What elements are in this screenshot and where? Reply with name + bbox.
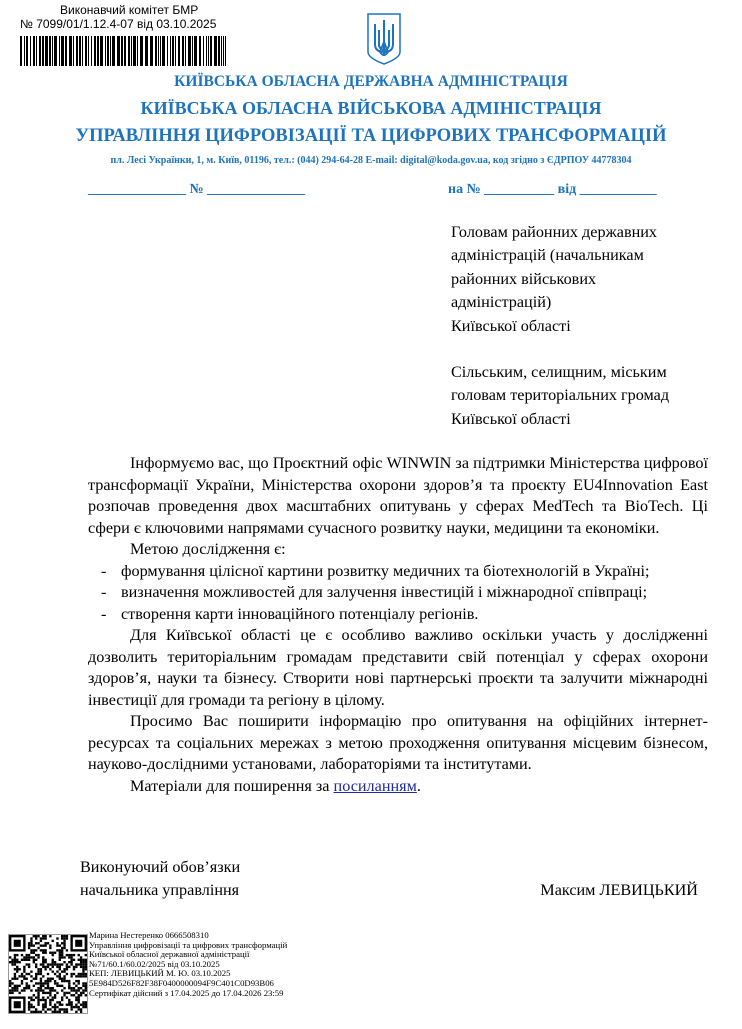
barcode-bar (172, 36, 174, 66)
barcode-bar (128, 36, 130, 66)
barcode-bar (26, 36, 28, 66)
barcode-bar (85, 36, 87, 66)
outgoing-number-field: ______________ № ______________ (88, 182, 306, 197)
barcode-bar (121, 36, 123, 66)
goal-list (88, 561, 708, 626)
barcode-bar (158, 36, 159, 66)
digital-signature-stamp (89, 931, 287, 998)
barcode-bar (162, 36, 165, 66)
barcode-bar (76, 36, 78, 66)
list-item: - створення карти інноваційного потенціалу регіонів. (88, 604, 708, 626)
paragraph-intro: Інформуємо вас, що Проєктний офіс WINWIN за підтримки Міністерства цифрової трансформації України, Міністерства охорони здоров’я та проєкту EU4Innovation East розпочав проведення двох масштабних опитувань у сферах MedTech та BioTech. Ці сфери є ключовими напрямами сучасного розвитку науки, медицини та економіки. (88, 454, 708, 537)
signer-name: Максим ЛЕВИЦЬКИЙ (540, 881, 698, 899)
barcode-bar (131, 36, 132, 66)
list-item: - визначення можливостей для залучення інвестицій і міжнародної співпраці; (88, 582, 708, 604)
barcode-bar (52, 36, 53, 66)
barcode-bar (65, 36, 67, 66)
barcode-bar (182, 36, 184, 66)
barcode-bar (137, 36, 138, 66)
org-name-military: КИЇВСЬКА ОБЛАСНА ВІЙСЬКОВА АДМІНІСТРАЦІЯ (140, 98, 602, 118)
registration-number: № 7099/01/1.12.4-07 від 03.10.2025 (20, 17, 217, 31)
reply-to-number-field: на № __________ від ___________ (448, 182, 657, 197)
barcode-bar (73, 36, 74, 66)
barcode-bar (221, 36, 222, 66)
barcode-bar (61, 36, 64, 66)
barcode-bar (175, 36, 176, 66)
barcode-bar (210, 36, 212, 66)
stamp-line: Марина Нестеренко 0666508310 (89, 930, 209, 940)
paragraph-request: Просимо Вас поширити інформацію про опитування на офіційних інтернет-ресурсах та соціальних мережах з метою проходження опитування місцевим бізнесом, науково-дослідними установами, лабораторіями та інститутами. (88, 712, 708, 773)
barcode-bar (133, 36, 136, 66)
paragraph-materials (88, 776, 708, 798)
list-item: - формування цілісної картини розвитку медичних та біотехнологій в Україні; (88, 561, 708, 583)
addressee-line: адміністрацій) (451, 293, 552, 312)
contact-address: пл. Лесі Українки, 1, м. Київ, 01196, тел.: (044) 294-64-28 E-mail: digital@koda.gov.ua, код згідно з ЄДРПОУ 44778304 (110, 155, 632, 166)
materials-link[interactable]: посиланням (333, 776, 417, 795)
org-name-state: КИЇВСЬКА ОБЛАСНА ДЕРЖАВНА АДМІНІСТРАЦІЯ (174, 73, 568, 90)
barcode-bar (105, 36, 106, 66)
barcode-bar (192, 36, 193, 66)
barcode-bar (69, 36, 72, 66)
barcode-bar (82, 36, 83, 66)
barcode-bar (225, 36, 226, 66)
materials-period: . (416, 776, 421, 795)
barcode-bar (59, 36, 60, 66)
stamp-line: Управління цифровізації та цифрових трансформацій (89, 939, 288, 950)
signature-block (80, 856, 700, 902)
barcode-bar (79, 36, 81, 66)
stamp-line: Сертифікат дійсний з 17.04.2025 до 17.04.2026 23:59 (89, 987, 284, 998)
barcode-bar (107, 36, 109, 66)
barcode-bar (188, 36, 191, 66)
addressee-line: Сільським, селищним, міським (451, 363, 667, 382)
stamp-line: 5E984D526F82F38F0400000094F9C401C0D93B06 (89, 977, 274, 988)
signer-title-line1: Виконуючий обов’язки (80, 858, 241, 876)
registration-stamp (20, 3, 216, 31)
barcode-bar (167, 36, 168, 66)
addressee-line: Київської області (451, 409, 571, 428)
barcode-bar (214, 36, 217, 66)
barcode-bar (20, 36, 22, 66)
barcode-bar (140, 36, 143, 66)
barcode-bar (194, 36, 197, 66)
barcode-bar (124, 36, 126, 66)
addressee-line: Головам районних державних (451, 223, 658, 241)
barcode-bar (145, 36, 148, 66)
stamp-line: КЕП: ЛЕВИЦЬКИЙ М. Ю. 03.10.2025 (89, 968, 231, 979)
barcode-bar (206, 36, 207, 66)
barcode-bar (49, 36, 51, 66)
barcode-bar (33, 36, 35, 66)
barcode-bar (42, 36, 44, 66)
barcode-bar (100, 36, 103, 66)
barcode-bar (88, 36, 89, 66)
barcode-bar (91, 36, 92, 66)
signer-title-line2: начальника управління (80, 881, 240, 899)
barcode-bar (203, 36, 204, 66)
qr-code (8, 934, 88, 1014)
addressee-line: районних військових (451, 269, 597, 288)
barcode-bar (185, 36, 186, 66)
barcode-bar (178, 36, 180, 66)
barcode-bar (199, 36, 201, 66)
barcode-bar (170, 36, 171, 66)
barcode-bar (218, 36, 220, 66)
addressee-block (451, 221, 669, 431)
barcode (20, 36, 230, 66)
barcode-bar (155, 36, 157, 66)
barcode-bar (97, 36, 99, 66)
paragraph-region: Для Київської області це є особливо важливо оскільки участь у дослідженні дозволить територіальним громадам представити свій потенціал у сферах охорони здоров’я, науки та бізнесу. Створити нові партнерські проєкти та залучити міжнародні інвестиції для громади та регіону в цілому. (88, 626, 708, 709)
addressee-line: головам територіальних громад (451, 386, 670, 405)
paragraph-goal: Метою дослідження є: (130, 540, 286, 558)
barcode-bar (112, 36, 115, 66)
addressee-line: адміністрацій (начальникам (451, 246, 644, 265)
department-name: УПРАВЛІННЯ ЦИФРОВІЗАЦІЇ ТА ЦИФРОВИХ ТРАНСФОРМАЦІЙ (75, 126, 667, 146)
barcode-bar (45, 36, 48, 66)
addressee-line: Київської області (451, 316, 571, 335)
coat-of-arms-icon (366, 12, 402, 66)
barcode-bar (110, 36, 111, 66)
materials-text: Матеріали для поширення за (130, 776, 334, 795)
stamp-line: Київської обласної державної адміністрації (89, 949, 250, 960)
barcode-bar (39, 36, 41, 66)
barcode-bar (30, 36, 31, 66)
barcode-bar (54, 36, 57, 66)
barcode-bar (208, 36, 209, 66)
barcode-bar (160, 36, 161, 66)
barcode-bar (150, 36, 153, 66)
barcode-bar (223, 36, 224, 66)
barcode-bar (36, 36, 37, 66)
barcode-bar (117, 36, 120, 66)
stamp-line: №71/60.1/60.02/2025 від 03.10.2025 (89, 958, 220, 969)
barcode-bar (94, 36, 96, 66)
letter-body (88, 453, 708, 797)
barcode-bar (24, 36, 25, 66)
registration-org: Виконавчий комітет БМР (60, 3, 199, 17)
